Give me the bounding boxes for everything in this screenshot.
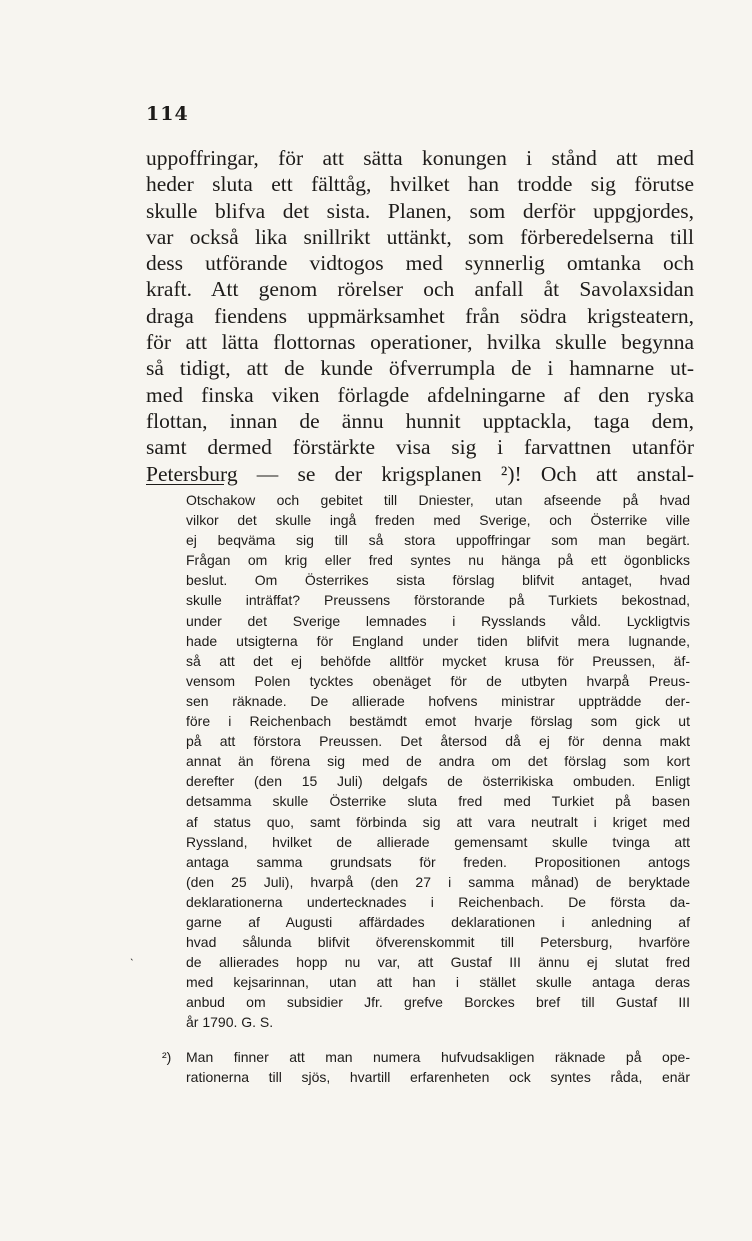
footnote-line: under det Sverige lemnades i Rysslands våld. Lyckligtvis — [186, 612, 690, 629]
footnote-line: med kejsarinnan, utan att han i stället skulle antaga deras — [186, 974, 690, 991]
main-text-line: så tidigt, att de kunde öfverrumpla de i hamnarne ut- — [146, 356, 694, 381]
footnote-line: annat än förena sig med de andra om det förslag som kort — [186, 753, 690, 770]
footnote-line: Ryssland, hvilket de allierade gemensamt skulle tvinga att — [186, 833, 690, 850]
main-text-line: dess utförande vidtogos med synnerlig omtanka och — [146, 251, 694, 276]
stray-mark: ˎ — [130, 947, 134, 961]
footnote-line: hvad sålunda blifvit öfverenskommit till Petersburg, hvarföre — [186, 934, 690, 951]
footnote-line: beslut. Om Österrikes sista förslag blifvit antaget, hvad — [186, 572, 690, 589]
footnote-line: de allierades hopp nu var, att Gustaf III ännu ej slutat fred — [186, 954, 690, 971]
main-text-line: draga fiendens uppmärksamhet från södra krigsteatern, — [146, 303, 694, 328]
main-text — [146, 145, 694, 487]
footnote-line: så att det ej behöfde alltför mycket krusa för Preussen, äf- — [186, 652, 690, 669]
main-text-line: heder sluta ett fälttåg, hvilket han trodde sig förutse — [146, 172, 694, 197]
main-text-line: flottan, innan de ännu hunnit upptackla, taga dem, — [146, 408, 694, 433]
footnote-line: detsamma skulle Österrike sluta fred med Turkiet på basen — [186, 793, 690, 810]
main-text-line: uppoffringar, för att sätta konungen i stånd att med — [146, 146, 694, 170]
main-text-line: kraft. Att genom rörelser och anfall åt Savolaxsidan — [146, 277, 694, 302]
main-text-line: Petersburg — se der krigsplanen ²)! Och att anstal- — [146, 461, 694, 486]
footnote-line: antaga samma grundsats för freden. Propositionen antogs — [186, 853, 690, 870]
main-text-line: var också lika snillrikt uttänkt, som förberedelserna till — [146, 224, 694, 249]
footnote-line: derefter (den 15 Juli) delgafs de österrikiska ombuden. Enligt — [186, 773, 690, 790]
footnote-line: deklarationerna undertecknades i Reichenbach. De första da- — [186, 893, 690, 910]
footnote-line: skulle inträffat? Preussens förstorande på Turkiets bekostnad, — [186, 592, 690, 609]
footnote-line: före i Reichenbach bestämdt emot hvarje förslag som gick ut — [186, 713, 690, 730]
footnote-line: sen räknade. De allierade hofvens ministrar uppträdde der- — [186, 692, 690, 709]
footnote-line: (den 25 Juli), hvarpå (den 27 i samma månad) de beryktade — [186, 873, 690, 890]
footnote-2-body — [186, 1047, 690, 1087]
footnote-line: ej beqväma sig till så stora uppoffringar som man begärt. — [186, 532, 690, 549]
page-number: 114 — [146, 103, 189, 125]
footnote-line: hade utsigterna för England under tiden blifvit mera lugnande, — [186, 632, 690, 649]
footnote-line: af status quo, samt förbinda sig att vara neutralt i kriget med — [186, 813, 690, 830]
footnote-line: Man finner att man numera hufvudsakligen räknade på ope- — [186, 1049, 690, 1065]
footnote-divider — [146, 484, 224, 485]
footnote-line: Frågan om krig eller fred syntes nu hänga på ett ögonblicks — [186, 552, 690, 569]
footnote-marker: ²) — [162, 1049, 172, 1065]
footnote-line: Otschakow och gebitet till Dniester, utan afseende på hvad — [186, 492, 690, 508]
footnote-line: rationerna till sjös, hvartill erfarenheten ock syntes råda, enär — [186, 1069, 690, 1086]
footnote-line: på att förstora Preussen. Det återsod då ej för denna makt — [186, 733, 690, 750]
footnote-1 — [186, 490, 690, 1033]
footnote-line: vilkor det skulle ingå freden med Sverige, och Österrike ville — [186, 512, 690, 529]
main-text-line: samt dermed förstärkte visa sig i farvattnen utanför — [146, 435, 694, 460]
footnote-line: år 1790. G. S. — [186, 1014, 274, 1031]
main-text-line: skulle blifva det sista. Planen, som derför uppgjordes, — [146, 198, 694, 223]
footnote-line: vensom Polen tycktes obenäget för de utbyten hvarpå Preus- — [186, 672, 690, 689]
footnote-line: garne af Augusti affärdades deklarationen i anledning af — [186, 913, 690, 930]
main-text-line: för att lätta flottornas operationer, hvilka skulle begynna — [146, 330, 694, 355]
footnote-line: anbud om subsidier Jfr. grefve Borckes bref till Gustaf III — [186, 994, 690, 1011]
main-text-line: med finska viken förlagde afdelningarne af den ryska — [146, 382, 694, 407]
